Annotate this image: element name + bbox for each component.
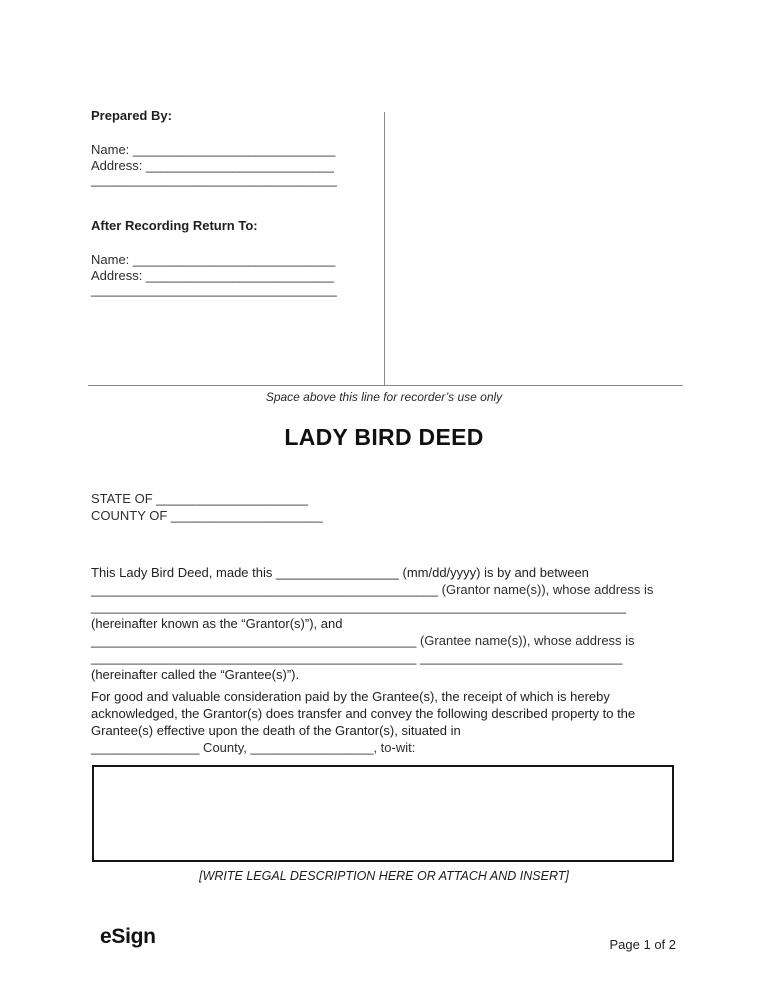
county-of-line: COUNTY OF _____________________	[91, 508, 323, 523]
esign-logo: eSign	[100, 925, 156, 948]
consideration-line: For good and valuable consideration paid by the Grantee(s), the receipt of which is hereby	[91, 689, 610, 704]
parties-line: (hereinafter known as the “Grantor(s)”), and	[91, 616, 343, 631]
consideration-line: acknowledged, the Grantor(s) does transfer and convey the following described property to the	[91, 706, 636, 721]
prepared-by-heading: Prepared By:	[91, 108, 172, 123]
prepared-by-address-line: Address: __________________________	[91, 158, 334, 173]
return-to-extra-line: __________________________________	[91, 282, 337, 297]
prepared-by-extra-line: __________________________________	[91, 172, 337, 187]
parties-line: _____________________________________________ (Grantee name(s)), whose address is	[91, 633, 635, 648]
parties-paragraph	[91, 564, 653, 683]
parties-line: _____________________________________________ ____________________________	[91, 650, 623, 665]
return-to-name-line: Name: ____________________________	[91, 252, 336, 267]
legal-description-caption: [WRITE LEGAL DESCRIPTION HERE OR ATTACH AND INSERT]	[199, 869, 569, 883]
state-of-line: STATE OF _____________________	[91, 491, 309, 506]
prepared-by-name-line: Name: ____________________________	[91, 142, 336, 157]
return-to-heading: After Recording Return To:	[91, 218, 258, 233]
column-divider-line	[384, 112, 385, 385]
document-title: LADY BIRD DEED	[284, 424, 484, 450]
parties-line: (hereinafter called the “Grantee(s)”).	[91, 667, 300, 682]
recorder-use-note: Space above this line for recorder’s use only	[265, 390, 503, 404]
parties-line: __________________________________________________________________________	[91, 599, 627, 614]
consideration-line: _______________ County, _________________, to-wit:	[91, 740, 416, 755]
recorder-separator-line	[88, 385, 683, 386]
return-to-address-line: Address: __________________________	[91, 268, 334, 283]
parties-line: This Lady Bird Deed, made this _________________ (mm/dd/yyyy) is by and between	[91, 565, 589, 580]
consideration-line: Grantee(s) effective upon the death of the Grantor(s), situated in	[91, 723, 461, 738]
parties-line: ________________________________________________ (Grantor name(s)), whose address is	[91, 582, 654, 597]
legal-description-box	[92, 765, 674, 862]
consideration-paragraph	[91, 688, 635, 756]
page-indicator: Page 1 of 2	[609, 937, 676, 952]
